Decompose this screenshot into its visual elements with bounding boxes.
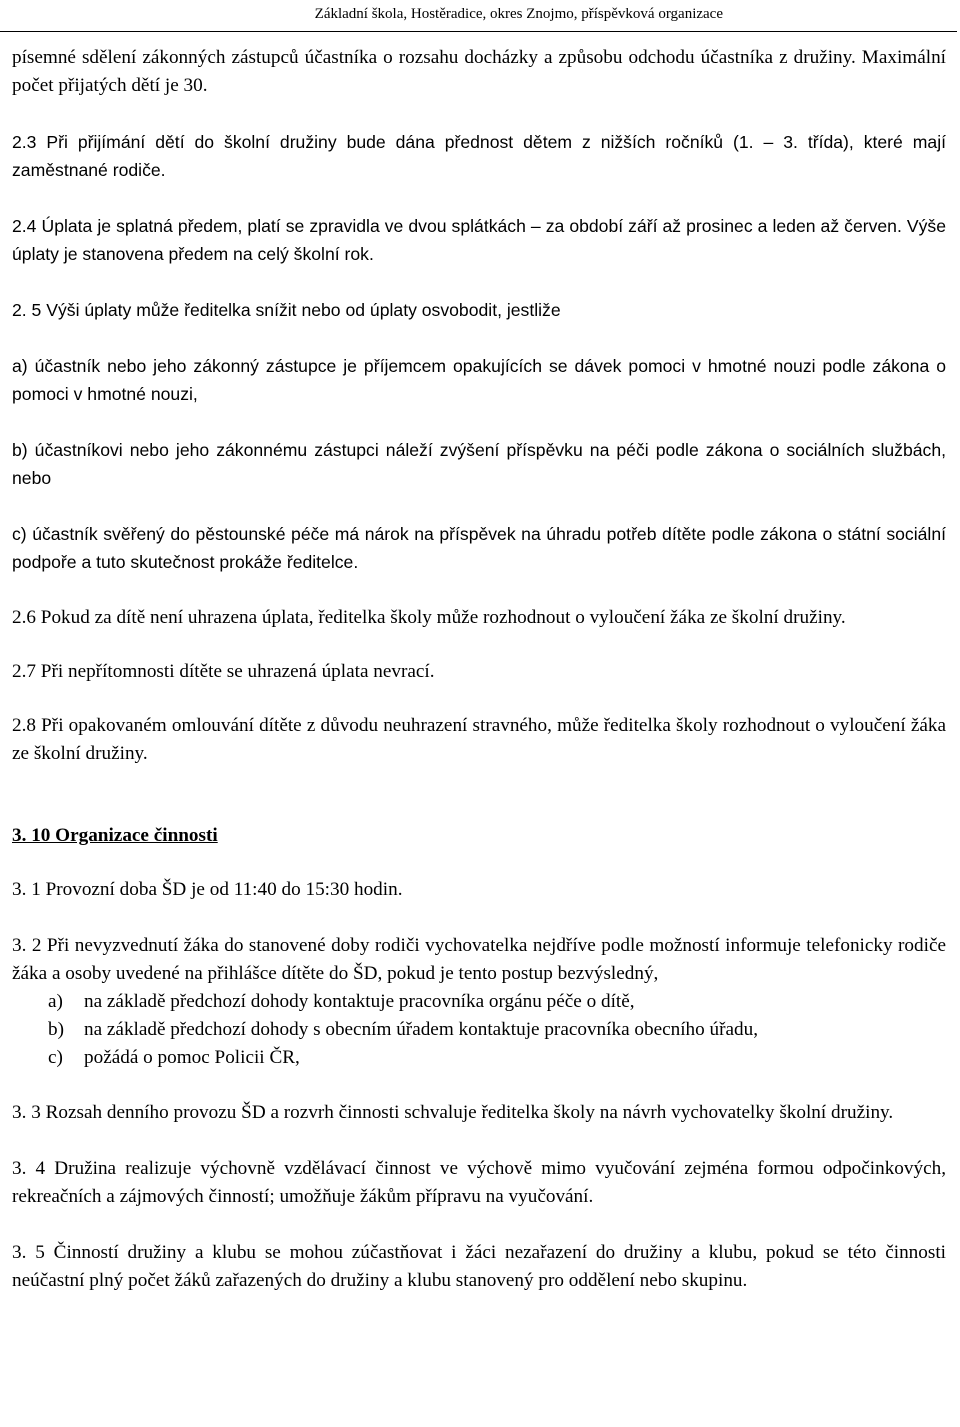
- paragraph-capacity: písemné sdělení zákonných zástupců účastníka o rozsahu docházky a způsobu odchodu účastníka z družiny. Maximální počet přijatých dětí je 30.: [12, 47, 946, 96]
- paragraph-3-4: 3. 4 Družina realizuje výchovně vzdělávací činnost ve výchově mimo vyučování zejména formou odpočinkových, rekreačních a zájmových činností; umožňuje žákům přípravu na vyučování.: [12, 1158, 946, 1207]
- paragraph-2-6: 2.6 Pokud za dítě není uhrazena úplata, ředitelka školy může rozhodnout o vyloučení žáka ze školní družiny.: [12, 607, 846, 628]
- paragraph-2-4: 2.4 Úplata je splatná předem, platí se zpravidla ve dvou splátkách – za období září až prosinec a leden až červen. Výše úplaty je stanovena předem na celý školní rok.: [12, 216, 946, 264]
- paragraph-2-5-a: a) účastník nebo jeho zákonný zástupce je příjemcem opakujících se dávek pomoci v hmotné nouzi podle zákona o pomoci v hmotné nouzi,: [12, 356, 946, 404]
- paragraph-2-3: 2.3 Při přijímání dětí do školní družiny bude dána přednost dětem z nižších ročníků (1. – 3. třída), které mají zaměstnané rodiče.: [12, 132, 946, 180]
- document-body: [12, 44, 946, 1295]
- paragraph-2-5-b: b) účastníkovi nebo jeho zákonnému zástupci náleží zvýšení příspěvku na péči podle zákona o sociálních službách, nebo: [12, 440, 946, 488]
- paragraph-2-5: 2. 5 Výši úplaty může ředitelka snížit nebo od úplaty osvobodit, jestliže: [12, 300, 561, 320]
- section-heading: 3. 10 Organizace činnosti: [12, 825, 218, 846]
- list-item: [12, 988, 946, 1016]
- page-header: [0, 0, 957, 32]
- list-item: [12, 1016, 946, 1044]
- list-marker: c): [48, 1047, 63, 1068]
- measures-list: [12, 988, 946, 1072]
- list-item-text: na základě předchozí dohody kontaktuje pracovníka orgánu péče o dítě,: [84, 991, 635, 1012]
- paragraph-2-8: 2.8 Při opakovaném omlouvání dítěte z důvodu neuhrazení stravného, může ředitelka školy rozhodnout o vyloučení žáka ze školní družiny.: [12, 715, 946, 764]
- school-name: Základní škola, Hostěradice, okres Znojmo, příspěvková organizace: [314, 6, 723, 22]
- paragraph-2-7: 2.7 Při nepřítomnosti dítěte se uhrazená úplata nevrací.: [12, 661, 435, 682]
- paragraph-3-5: 3. 5 Činností družiny a klubu se mohou zúčastňovat i žáci nezařazení do družiny a klubu, pokud se této činnosti neúčastní plný počet žáků zařazených do družiny a klubu stanovený pro oddělení nebo skupinu.: [12, 1242, 946, 1291]
- list-item: [12, 1044, 946, 1072]
- paragraph-3-2: 3. 2 Při nevyzvednutí žáka do stanovené doby rodiči vychovatelka nejdříve podle možností informuje telefonicky rodiče žáka a osoby uvedené na přihlášce dítěte do ŠD, pokud je tento postup bezvýsledný,: [12, 935, 946, 984]
- list-item-text: na základě předchozí dohody s obecním úřadem kontaktuje pracovníka obecního úřadu,: [84, 1019, 758, 1040]
- list-item-text: požádá o pomoc Policii ČR,: [84, 1047, 300, 1068]
- paragraph-3-1: 3. 1 Provozní doba ŠD je od 11:40 do 15:30 hodin.: [12, 879, 403, 900]
- paragraph-2-5-c: c) účastník svěřený do pěstounské péče má nárok na příspěvek na úhradu potřeb dítěte podle zákona o státní sociální podpoře a tuto skutečnost prokáže ředitelce.: [12, 524, 946, 572]
- paragraph-3-3: 3. 3 Rozsah denního provozu ŠD a rozvrh činnosti schvaluje ředitelka školy na návrh vychovatelky školní družiny.: [12, 1102, 894, 1123]
- list-marker: b): [48, 1019, 64, 1040]
- list-marker: a): [48, 991, 63, 1012]
